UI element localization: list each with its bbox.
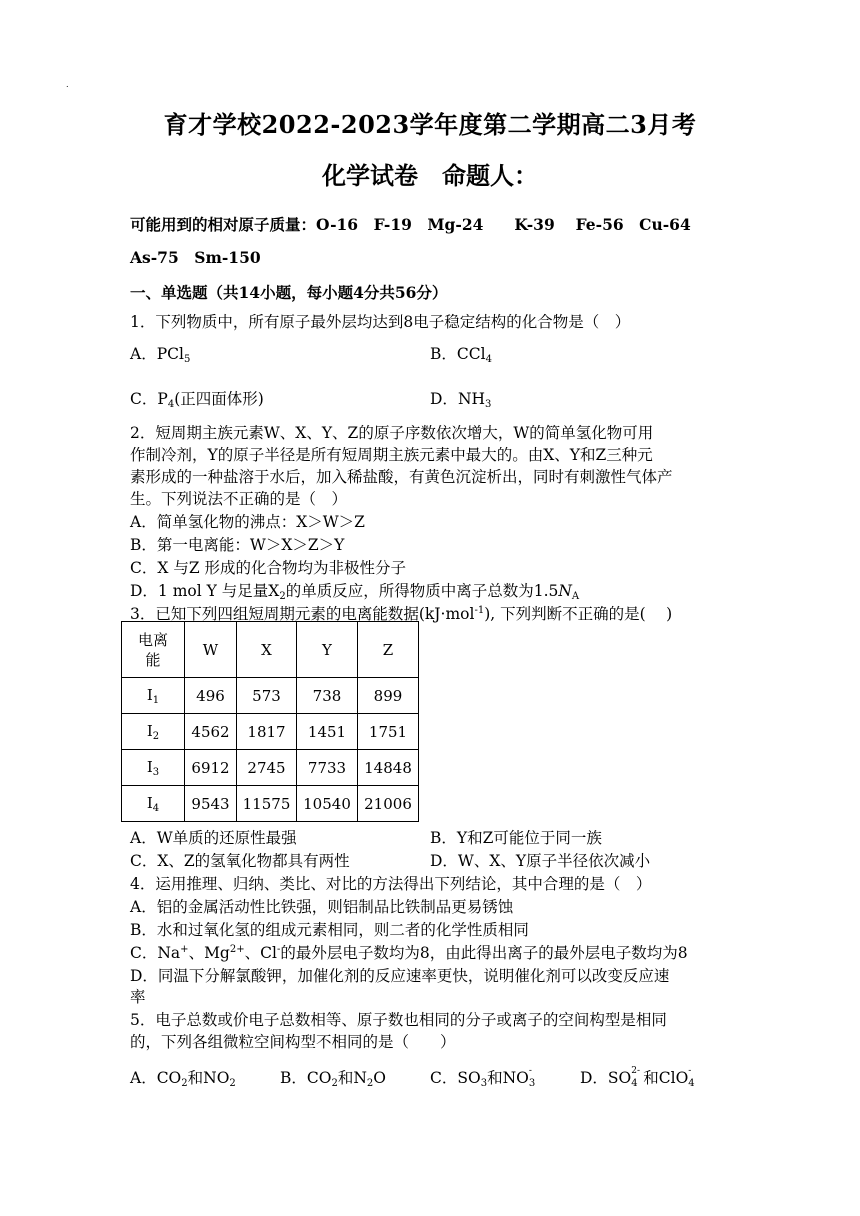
table-cell: 1751	[358, 714, 419, 750]
table-cell: 1451	[297, 714, 358, 750]
table-header-cell: X	[237, 622, 297, 678]
table-cell: 899	[358, 678, 419, 714]
q2-stem-line-1: 2．短周期主族元素W、X、Y、Z的原子序数依次增大，W的简单氢化物可用	[130, 424, 654, 442]
q2-option-a: A．简单氢化物的沸点：X＞W＞Z	[130, 513, 365, 531]
table-row-label: $I_4$	[122, 786, 185, 822]
q1-option-c: C．$P_4$(正四面体形)	[130, 390, 264, 410]
atomic-masses-line-1: 可能用到的相对原子质量：O-16 F-19 Mg-24 K-39 Fe-56 Cu-64	[130, 215, 691, 234]
table-row	[122, 714, 419, 750]
table-cell: 9543	[185, 786, 237, 822]
q4-option-d-line-2: 率	[130, 988, 146, 1006]
table-cell: 738	[297, 678, 358, 714]
table-cell: 2745	[237, 750, 297, 786]
table-row-label: $I_1$	[122, 678, 185, 714]
q1-stem: 1．下列物质中，所有原子最外层均达到8电子稳定结构的化合物是（ ）	[130, 313, 631, 331]
q2-option-c: C．X 与Z 形成的化合物均为非极性分子	[130, 559, 407, 577]
table-header-cell: Y	[297, 622, 358, 678]
table-cell: 7733	[297, 750, 358, 786]
q4-option-a: A．铝的金属活动性比铁强，则铝制品比铁制品更易锈蚀	[130, 898, 514, 916]
q2-stem-line-3: 素形成的一种盐溶于水后，加入稀盐酸，有黄色沉淀析出，同时有刺激性气体产	[130, 468, 673, 486]
table-row-label: $I_2$	[122, 714, 185, 750]
q1-option-b: B．CCl$_4$	[430, 345, 492, 365]
q1-option-a: A．PCl$_5$	[130, 345, 191, 365]
q2-stem-line-4: 生。下列说法不正确的是（ ）	[130, 490, 348, 508]
q2-option-d: D．1 mol Y 与足量$X_2$的单质反应，所得物质中离子总数为$1.5N_A$	[130, 582, 580, 602]
q5-stem-line-2: 的，下列各组微粒空间构型不相同的是（ ）	[130, 1033, 456, 1051]
q4-option-d-line-1: D．同温下分解氯酸钾，加催化剂的反应速率更快，说明催化剂可以改变反应速	[130, 967, 670, 985]
q3-option-b: B．Y和Z可能位于同一族	[430, 829, 602, 847]
q2-stem-line-2: 作制冷剂，Y的原子半径是所有短周期主族元素中最大的。由X、Y和Z三种元	[130, 446, 653, 464]
q4-option-c: C．Na+、$Mg^{2+}$、Cl-的最外层电子数均为8，由此得出离子的最外层电子数均为8	[130, 944, 688, 962]
q5-stem-line-1: 5．电子总数或价电子总数相等、原子数也相同的分子或离子的空间构型是相同	[130, 1011, 667, 1029]
ionization-energy-table	[121, 621, 419, 822]
table-cell: 4562	[185, 714, 237, 750]
table-row-label: $I_3$	[122, 750, 185, 786]
table-cell: 573	[237, 678, 297, 714]
q4-stem: 4．运用推理、归纳、类比、对比的方法得出下列结论，其中合理的是（ ）	[130, 875, 652, 893]
table-row	[122, 750, 419, 786]
atomic-masses-line-2: As-75 Sm-150	[130, 248, 261, 267]
q5-option-a: A．$CO_2$和$NO_2$	[130, 1069, 236, 1089]
table-cell: 1817	[237, 714, 297, 750]
q5-option-d: D．SO 2- 4 和ClO - 4	[580, 1066, 695, 1089]
table-cell: 496	[185, 678, 237, 714]
table-cell: 10540	[297, 786, 358, 822]
table-header-cell: 电离 能	[122, 622, 185, 678]
stray-dot: .	[66, 80, 69, 89]
table-cell: 6912	[185, 750, 237, 786]
table-header-cell: W	[185, 622, 237, 678]
q2-option-b: B．第一电离能：W＞X＞Z＞Y	[130, 536, 345, 554]
exam-title: 育才学校2022-2023学年度第二学期高二3月考	[163, 110, 697, 139]
table-row	[122, 786, 419, 822]
q3-option-c: C．X、Z的氢氧化物都具有两性	[130, 852, 350, 870]
q4-option-b: B．水和过氧化氢的组成元素相同，则二者的化学性质相同	[130, 921, 529, 939]
q3-option-a: A．W单质的还原性最强	[130, 829, 297, 847]
exam-subtitle: 化学试卷 命题人：	[322, 161, 538, 190]
table-header-row	[122, 622, 419, 678]
table-cell: 11575	[237, 786, 297, 822]
q5-option-b: B．$CO_2$和$N_2O$	[280, 1069, 387, 1089]
section-heading: 一、单选题（共14小题，每小题4分共56分）	[130, 283, 448, 302]
q1-option-d: D．$NH_3$	[430, 390, 492, 410]
q3-option-d: D．W、X、Y原子半径依次减小	[430, 852, 651, 870]
table-cell: 21006	[358, 786, 419, 822]
q3-stem: 3．已知下列四组短周期元素的电离能数据(kJ·mol$^{-1}$), 下列判断不正确的是( )	[130, 605, 673, 623]
table-header-cell: Z	[358, 622, 419, 678]
q5-option-c: C．$SO_3$和NO - 3	[430, 1066, 536, 1089]
table-cell: 14848	[358, 750, 419, 786]
table-row	[122, 678, 419, 714]
